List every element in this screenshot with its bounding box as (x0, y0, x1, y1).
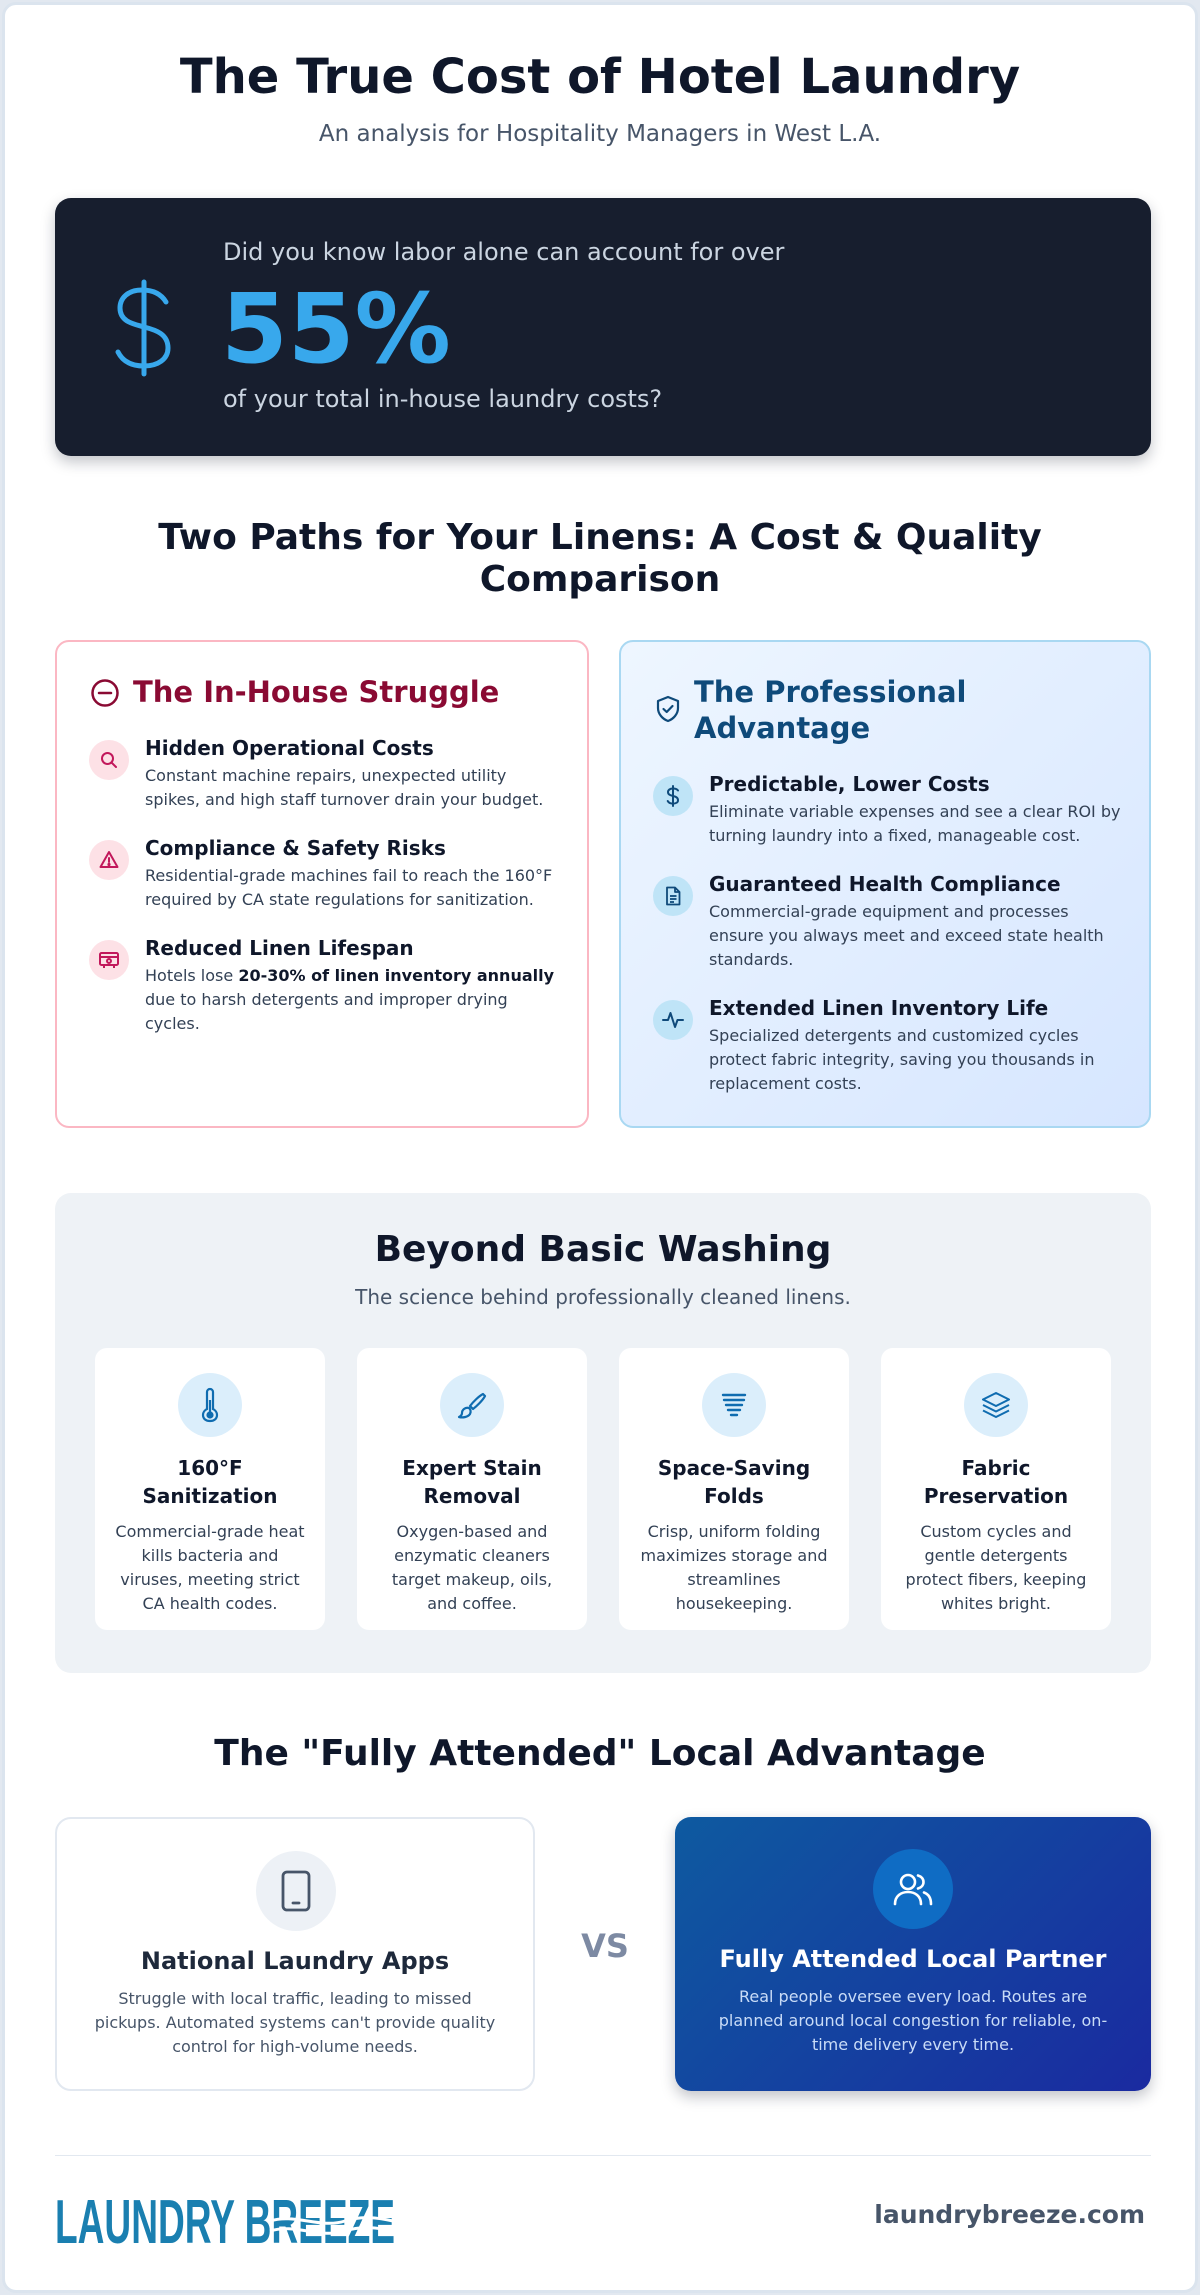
page-subtitle: An analysis for Hospitality Managers in West L.A. (318, 121, 882, 147)
website-link[interactable]: laundrybreeze.com (874, 2200, 1145, 2229)
item-description: Residential-grade machines fail to reach the 160°F required by CA state regulations for sanitization. (145, 866, 553, 909)
document-icon (653, 876, 693, 916)
item-title: Predictable, Lower Costs (709, 772, 990, 796)
feature-card (619, 1348, 849, 1630)
washer-icon (89, 940, 129, 980)
stat-pre-text: Did you know labor alone can account for over (223, 238, 785, 266)
page-title: The True Cost of Hotel Laundry (179, 49, 1021, 105)
beyond-heading: Beyond Basic Washing (374, 1229, 832, 1270)
thermometer-icon (178, 1373, 242, 1437)
stat-post-text: of your total in-house laundry costs? (223, 385, 663, 413)
local-partner-card (675, 1817, 1151, 2091)
search-icon (89, 740, 129, 780)
layers-icon (964, 1373, 1028, 1437)
item-title: Reduced Linen Lifespan (145, 936, 414, 960)
vs-label: VS (581, 1927, 629, 1965)
feature-card (357, 1348, 587, 1630)
brush-icon (440, 1373, 504, 1437)
laundry-breeze-logo (55, 2183, 395, 2257)
dollar-icon (653, 776, 693, 816)
item-title: Compliance & Safety Risks (145, 836, 446, 860)
feature-card (881, 1348, 1111, 1630)
beyond-section (55, 1193, 1151, 1673)
feature-description: Crisp, uniform folding maximizes storage and streamlines housekeeping. (640, 1522, 828, 1613)
beyond-subheading: The science behind professionally cleaned linens. (355, 1285, 851, 1309)
stat-banner (55, 198, 1151, 456)
item-description: Commercial-grade equipment and processes ensure you always meet and exceed state health standards. (709, 902, 1104, 969)
dollar-icon (110, 278, 178, 378)
apps-title: National Laundry Apps (140, 1947, 450, 1975)
stat-value: 55% (221, 273, 451, 385)
users-icon (873, 1849, 953, 1929)
item-title: Guaranteed Health Compliance (709, 872, 1061, 896)
pulse-icon (653, 1000, 693, 1040)
comparison-heading: Two Paths for Your Linens: A Cost & Quality Comparison (158, 517, 1042, 600)
item-description: Eliminate variable expenses and see a clear ROI by turning laundry into a fixed, manageable cost. (709, 802, 1121, 845)
warning-icon (89, 840, 129, 880)
feature-title: Space-Saving Folds (657, 1456, 811, 1508)
professional-card (619, 640, 1151, 1128)
local-heading: The "Fully Attended" Local Advantage (214, 1733, 986, 1774)
feature-description: Custom cycles and gentle detergents protect fibers, keeping whites bright. (905, 1522, 1087, 1613)
svg-text:LAUNDRY BREEZE: LAUNDRY BREEZE (55, 2188, 395, 2257)
item-description: Hotels lose 20-30% of linen inventory annually due to harsh detergents and improper drying cycles. (145, 966, 555, 1033)
national-apps-card (55, 1817, 535, 2091)
in-house-card (55, 640, 589, 1128)
feature-title: Expert Stain Removal (402, 1456, 542, 1508)
item-description: Constant machine repairs, unexpected utility spikes, and high staff turnover drain your budget. (145, 766, 544, 809)
folded-stack-icon (702, 1373, 766, 1437)
professional-title: The Professional Advantage (694, 675, 967, 745)
feature-title: Fabric Preservation (923, 1456, 1069, 1508)
infographic-page (2, 2, 1198, 2293)
feature-description: Oxygen-based and enzymatic cleaners target makeup, oils, and coffee. (391, 1522, 553, 1613)
minus-circle-icon (90, 678, 120, 708)
footer-divider (55, 2155, 1151, 2156)
feature-title: 160°F Sanitization (142, 1456, 278, 1508)
in-house-title: The In-House Struggle (133, 675, 500, 709)
shield-check-icon (653, 694, 683, 724)
item-title: Extended Linen Inventory Life (709, 996, 1049, 1020)
apps-description: Struggle with local traffic, leading to missed pickups. Automated systems can't provide quality control for high-volume needs. (94, 1989, 496, 2056)
item-title: Hidden Operational Costs (145, 736, 434, 760)
feature-card (95, 1348, 325, 1630)
partner-title: Fully Attended Local Partner (719, 1945, 1107, 1973)
feature-description: Commercial-grade heat kills bacteria and viruses, meeting strict CA health codes. (115, 1522, 305, 1613)
item-description: Specialized detergents and customized cycles protect fabric integrity, saving you thousands in replacement costs. (709, 1026, 1095, 1093)
tablet-icon (256, 1851, 336, 1931)
partner-description: Real people oversee every load. Routes are planned around local congestion for reliable, on-time delivery every time. (718, 1987, 1108, 2054)
